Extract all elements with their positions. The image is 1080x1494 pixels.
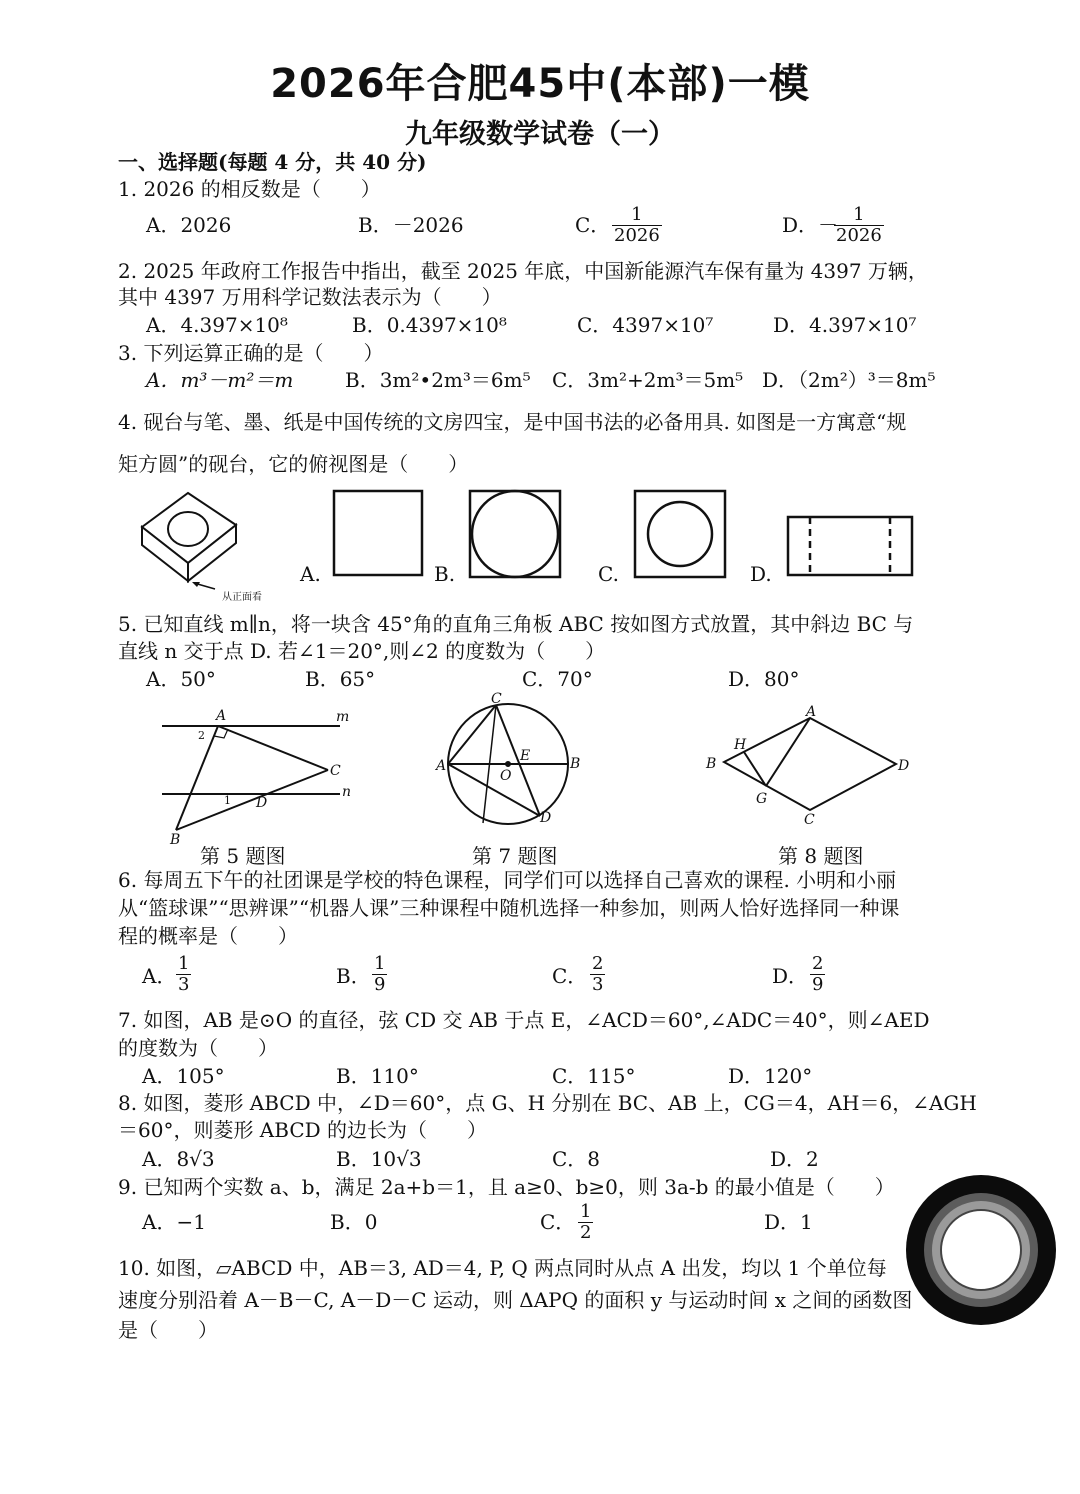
option-b-square-circle-figure	[470, 491, 560, 577]
inkstone-3d-figure	[142, 493, 262, 603]
q1-option-b: B．－2026	[358, 213, 464, 237]
fraction-numerator: 1	[374, 953, 386, 974]
fraction-denominator: 2026	[836, 225, 882, 246]
q6-option-d-label: D．	[772, 964, 809, 988]
fraction-denominator: 9	[374, 974, 386, 995]
fig8-label-h: H	[734, 737, 747, 753]
figures-row	[140, 688, 930, 848]
q5-option-d: D．80°	[728, 667, 800, 691]
fig7-label-d: D	[540, 810, 552, 826]
fraction-numerator: 1	[580, 1201, 592, 1222]
q6-option-d-fraction	[810, 954, 825, 995]
q6-option-a-fraction	[176, 954, 191, 995]
q6-option-b-label: B．	[336, 964, 371, 988]
question-5-stem-line2: 直线 n 交于点 D. 若∠1＝20°,则∠2 的度数为（ ）	[118, 639, 606, 663]
fig5-label-n: n	[342, 784, 352, 800]
q6-option-a-label: A．	[142, 964, 177, 988]
q3-option-a: A．m³－m²＝m	[146, 368, 294, 392]
assistive-ring-inner	[940, 1209, 1022, 1291]
q1-option-c-fraction	[612, 205, 662, 246]
fraction-numerator: 2	[592, 953, 604, 974]
q4-option-b: B.	[434, 562, 456, 586]
q2-option-a: A．4.397×10⁸	[146, 313, 288, 337]
q8-option-d: D．2	[770, 1147, 819, 1171]
option-d-rectangle-dashed-figure	[788, 517, 912, 575]
question-1-stem: 1. 2026 的相反数是（ ）	[118, 177, 381, 201]
question-6-stem-line3: 程的概率是（ ）	[118, 924, 298, 948]
figure-8	[705, 704, 909, 828]
question-10-stem-line2: 速度分别沿着 A－B－C, A－D－C 运动，则 ΔAPQ 的面积 y 与运动时间 x 之间的函数图	[118, 1288, 913, 1312]
q7-option-d: D．120°	[728, 1064, 813, 1088]
q7-option-a: A．105°	[142, 1064, 225, 1088]
q6-option-b-fraction	[372, 954, 387, 995]
question-10-stem-line1: 10. 如图，▱ABCD 中，AB＝3, AD＝4, P, Q 两点同时从点 A 出发，均以 1 个单位每	[118, 1256, 887, 1280]
figure-8-caption: 第 8 题图	[778, 844, 864, 868]
fig8-label-a: A	[806, 704, 817, 720]
q6-option-c-label: C．	[552, 964, 588, 988]
q9-option-d: D．1	[764, 1210, 813, 1234]
question-2-stem-line2: 其中 4397 万用科学记数法表示为（ ）	[118, 285, 502, 309]
fig5-angle-1: 1	[224, 794, 231, 807]
question-3-stem: 3. 下列运算正确的是（ ）	[118, 341, 384, 365]
fraction-denominator: 2026	[614, 225, 660, 246]
q8-option-a: A．8√3	[142, 1147, 215, 1171]
q3-option-c: C．3m²+2m³＝5m⁵	[552, 368, 744, 392]
q1-option-a: A．2026	[146, 213, 232, 237]
fig5-label-a: A	[216, 708, 227, 724]
question-6-stem-line1: 6. 每周五下午的社团课是学校的特色课程，同学们可以选择自己喜欢的课程. 小明和小丽	[118, 868, 897, 892]
figure-5-caption: 第 5 题图	[200, 844, 286, 868]
fig5-angle-2: 2	[198, 729, 205, 742]
fraction-numerator: 1	[612, 205, 662, 226]
question-4-stem-line2: 矩方圆”的砚台，它的俯视图是（ ）	[118, 452, 469, 476]
fraction-denominator: 2	[580, 1222, 592, 1243]
question-8-stem-line2: ＝60°，则菱形 ABCD 的边长为（ ）	[118, 1118, 488, 1142]
section-heading: 一、选择题(每题 4 分，共 40 分)	[118, 150, 427, 174]
question-5-stem-line1: 5. 已知直线 m∥n，将一块含 45°角的直角三角板 ABC 按如图方式放置，其中斜边 BC 与	[118, 612, 914, 636]
q9-option-c-label: C．	[540, 1210, 576, 1234]
q2-option-d: D．4.397×10⁷	[773, 313, 917, 337]
fig5-label-m: m	[336, 709, 350, 725]
q1-option-c-label: C．	[575, 213, 611, 237]
q7-option-b: B．110°	[336, 1064, 419, 1088]
question-2-stem-line1: 2. 2025 年政府工作报告中指出，截至 2025 年底，中国新能源汽车保有量为 4397 万辆，	[118, 259, 928, 283]
fraction-denominator: 3	[592, 974, 604, 995]
fig7-label-b: B	[570, 756, 581, 772]
fig8-label-d: D	[898, 758, 910, 774]
question-7-stem-line1: 7. 如图，AB 是⊙O 的直径，弦 CD 交 AB 于点 E，∠ACD＝60°,∠ADC＝40°，则∠AED	[118, 1008, 930, 1032]
fraction-numerator: 2	[812, 953, 824, 974]
page-title: 2026年合肥45中(本部)一模	[270, 61, 810, 107]
fig8-label-g: G	[756, 791, 768, 807]
fig8-label-b: B	[706, 756, 717, 772]
q5-option-a: A．50°	[146, 667, 216, 691]
q5-option-b: B．65°	[305, 667, 376, 691]
q4-option-a: A.	[300, 562, 321, 586]
fig5-label-c: C	[330, 763, 341, 779]
fig7-label-a: A	[436, 758, 447, 774]
fraction-denominator: 9	[812, 974, 824, 995]
option-a-square-figure	[334, 491, 422, 575]
q4-option-c: C.	[598, 562, 619, 586]
fig7-label-c: C	[491, 691, 502, 707]
q9-option-c-fraction	[578, 1202, 593, 1243]
q2-option-c: C．4397×10⁷	[577, 313, 714, 337]
figure-7-caption: 第 7 题图	[472, 844, 558, 868]
fraction-denominator: 3	[178, 974, 190, 995]
fig8-label-c: C	[804, 812, 815, 828]
fig5-label-d: D	[256, 795, 268, 811]
question-9-stem: 9. 已知两个实数 a、b，满足 2a+b＝1，且 a≥0、b≥0，则 3a-b 的最小值是（ ）	[118, 1175, 895, 1199]
q9-option-b: B．0	[330, 1210, 378, 1234]
q4-figures	[130, 485, 930, 605]
figure-7	[434, 691, 580, 826]
question-10-stem-line3: 是（ ）	[118, 1318, 218, 1342]
question-4-stem-line1: 4. 砚台与笔、墨、纸是中国传统的文房四宝，是中国书法的必备用具. 如图是一方寓意“规	[118, 410, 907, 434]
q2-option-b: B．0.4397×10⁸	[352, 313, 507, 337]
q7-option-c: C．115°	[552, 1064, 636, 1088]
figure-5	[162, 708, 351, 848]
fraction-numerator: 1	[834, 205, 884, 226]
question-8-stem-line1: 8. 如图，菱形 ABCD 中，∠D＝60°，点 G、H 分别在 BC、AB 上，CG＝4，AH＝6，∠AGH	[118, 1091, 977, 1115]
question-7-stem-line2: 的度数为（ ）	[118, 1036, 278, 1060]
q4-option-d: D.	[750, 562, 772, 586]
fig5-label-b: B	[170, 832, 181, 848]
q8-option-b: B．10√3	[336, 1147, 422, 1171]
q8-option-c: C．8	[552, 1147, 601, 1171]
q9-option-a: A．−1	[142, 1210, 206, 1234]
q5-option-c: C．70°	[522, 667, 593, 691]
question-6-stem-line2: 从“篮球课”“思辨课”“机器人课”三种课程中随机选择一种参加，则两人恰好选择同一种课	[118, 896, 900, 920]
fraction-numerator: 1	[178, 953, 190, 974]
q6-option-c-fraction	[590, 954, 605, 995]
floating-assistive-button[interactable]	[906, 1175, 1056, 1325]
q3-option-b: B．3m²•2m³＝6m⁵	[345, 368, 531, 392]
q1-option-d-fraction	[834, 205, 884, 246]
front-view-label: 从正面看	[222, 592, 262, 603]
q1-option-d-label: D．－	[782, 213, 839, 237]
option-c-square-small-circle-figure	[635, 491, 725, 577]
page-subtitle: 九年级数学试卷（一）	[405, 119, 675, 150]
q3-option-d: D．（2m²）³＝8m⁵	[762, 368, 936, 392]
fig7-label-o: O	[500, 768, 512, 784]
fig7-label-e: E	[520, 748, 531, 764]
